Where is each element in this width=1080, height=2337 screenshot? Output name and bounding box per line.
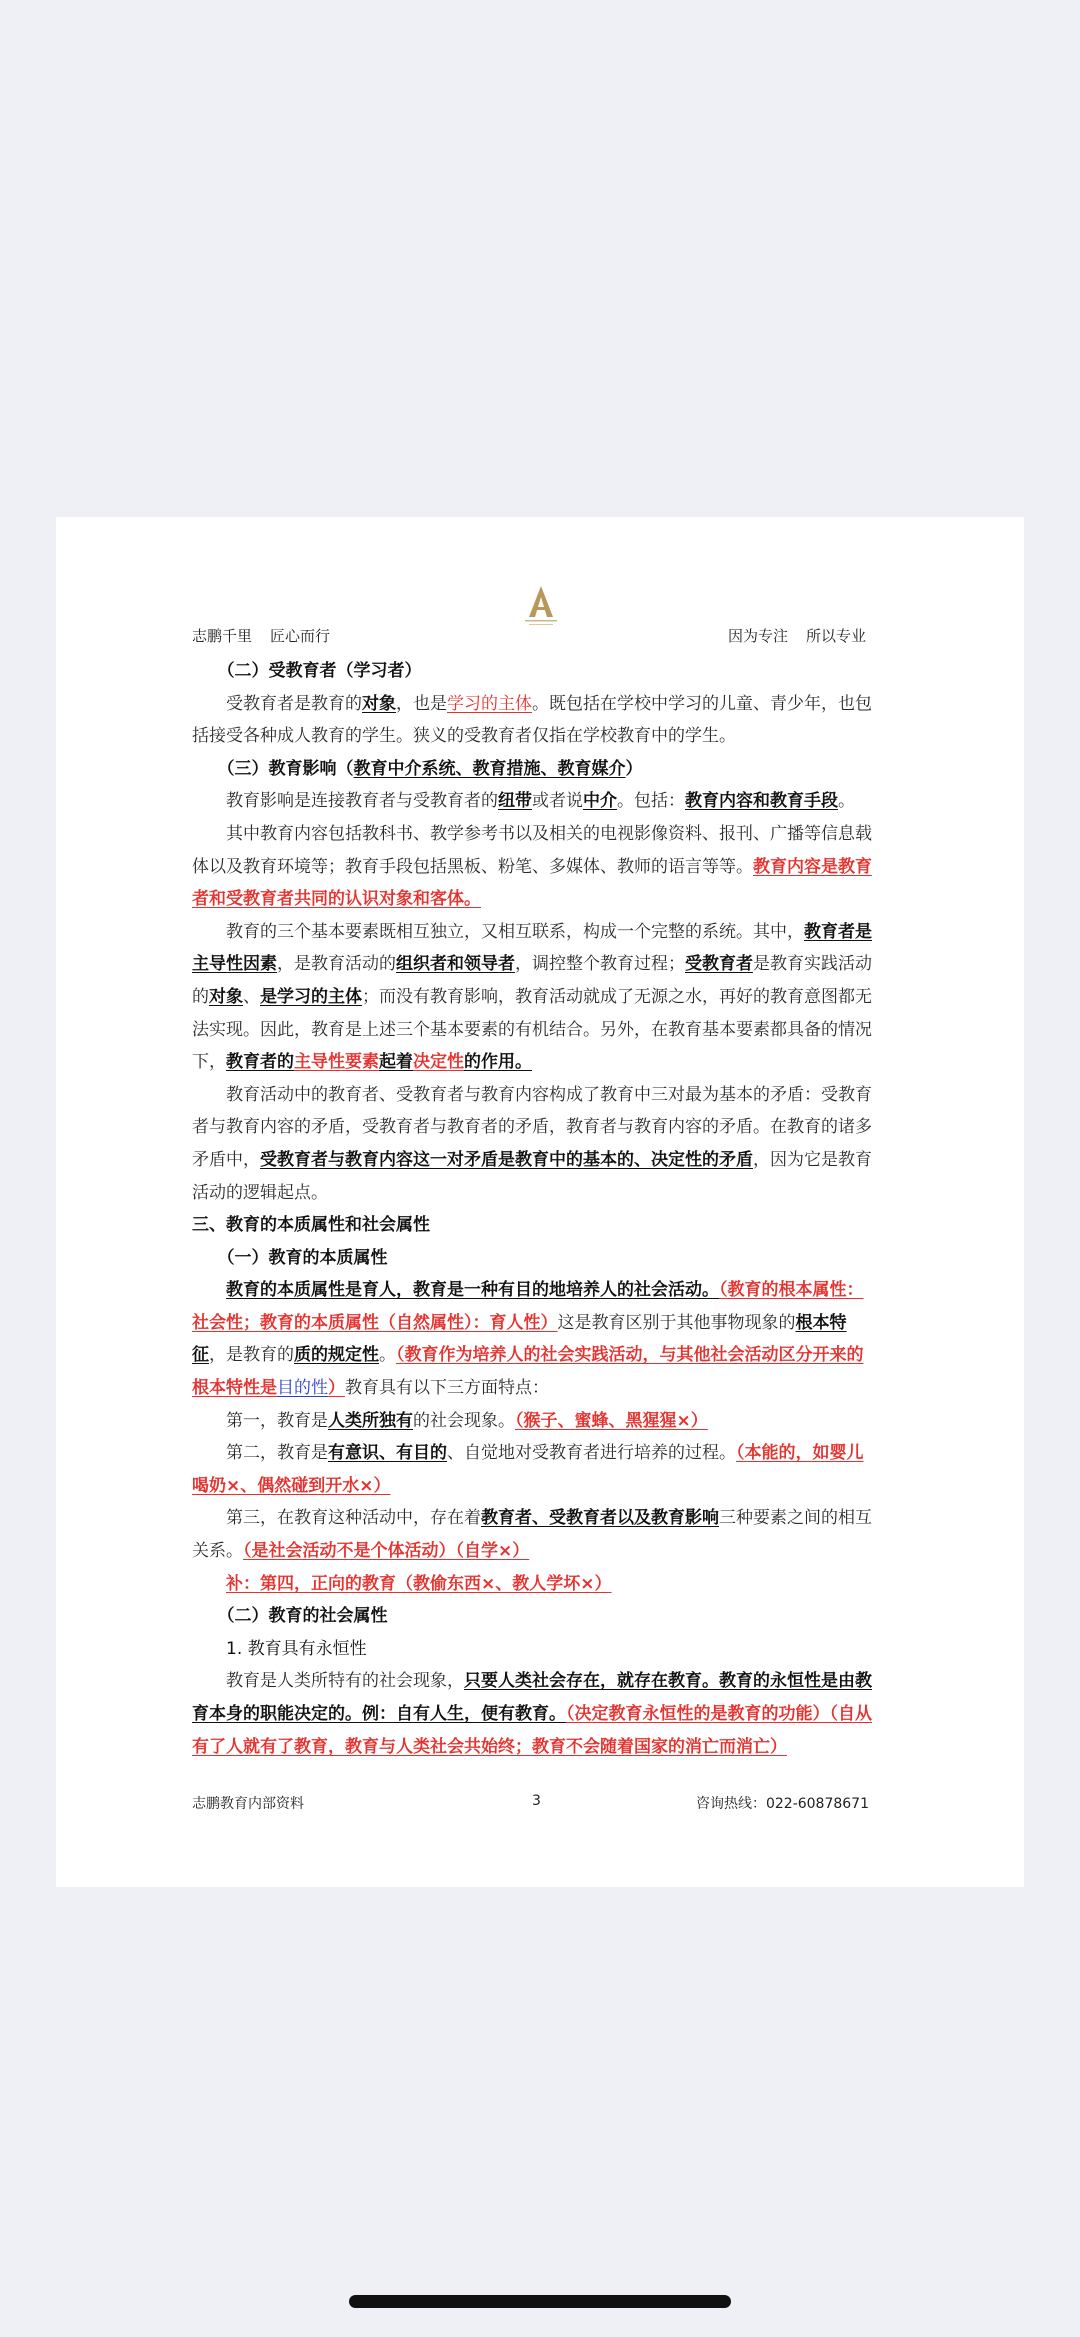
header-right	[728, 625, 866, 646]
home-indicator[interactable]	[349, 2295, 731, 2308]
section-heading-learner: （二）受教育者（学习者）	[217, 661, 422, 681]
page-number: 3	[532, 1793, 541, 1809]
footer-hotline: 咨询热线：022-60878671	[695, 1796, 869, 1812]
paragraph-essential: 教育的本质属性是育人，教育是一种有目的地培养人的社会活动。（教育的根本属性：社会性；教育的本质属性（自然属性）：育人性）这是教育区别于其他事物现象的根本特征，是教育的质的规定性。（教育作为培养人的社会实践活动，与其他社会活动区分开来的根本特性是目的性）教育具有以下三方面特点：	[192, 1280, 864, 1399]
paragraph-feature-3: 第三，在教育这种活动中，存在着教育者、受教育者以及教育影响三种要素之间的相互关系。（是社会活动不是个体活动）（自学×）	[192, 1508, 872, 1562]
header-slogan-4: 所以专业	[805, 627, 866, 645]
section-heading-social: （二）教育的社会属性	[217, 1606, 388, 1627]
paragraph-feature-1: 第一，教育是人类所独有的社会现象。（猴子、蜜蜂、黑猩猩×）	[226, 1410, 708, 1431]
document-page	[56, 517, 1024, 1887]
paragraph-feature-4: 补：第四，正向的教育（教偷东西×、教人学坏×）	[226, 1573, 612, 1594]
logo-icon	[511, 583, 571, 633]
footer-left: 志鹏教育内部资料	[192, 1796, 304, 1812]
header-slogan-3: 因为专注	[727, 627, 788, 645]
paragraph-contradictions: 教育活动中的教育者、受教育者与教育内容构成了教育中三对最为基本的矛盾：受教育者与教育内容的矛盾，受教育者与教育者的矛盾，教育者与教育内容的矛盾。在教育的诸多矛盾中，受教育者与教育内容这一对矛盾是教育中的基本的、决定性的矛盾，因为它是教育活动的逻辑起点。	[192, 1084, 872, 1203]
subheading-eternity: 1. 教育具有永恒性	[226, 1638, 367, 1659]
header-slogan-1: 志鹏千里	[192, 627, 253, 645]
section-heading-influence: （三）教育影响（教育中介系统、教育措施、教育媒介）	[217, 758, 643, 779]
header-slogan-2: 匠心而行	[270, 627, 331, 645]
paragraph-influence: 教育影响是连接教育者与受教育者的纽带或者说中介。包括：教育内容和教育手段。	[226, 791, 855, 812]
paragraph-content-means: 其中教育内容包括教科书、教学参考书以及相关的电视影像资料、报刊、广播等信息载体以及教育环境等；教育手段包括黑板、粉笔、多媒体、教师的语言等等。教育内容是教育者和受教育者共同的认识对象和客体。	[192, 823, 872, 910]
paragraph-three-elements: 教育的三个基本要素既相互独立，又相互联系，构成一个完整的系统。其中，教育者是主导性因素，是教育活动的组织者和领导者，调控整个教育过程；受教育者是教育实践活动的对象、是学习的主体；而没有教育影响，教育活动就成了无源之水，再好的教育意图都无法实现。因此，教育是上述三个基本要素的有机结合。另外，在教育基本要素都具备的情况下，教育者的主导性要素起着决定性的作用。	[192, 921, 872, 1073]
section-heading-essential: （一）教育的本质属性	[217, 1247, 388, 1268]
paragraph-learner: 受教育者是教育的对象，也是学习的主体。既包括在学校中学习的儿童、青少年，也包括接受各种成人教育的学生。狭义的受教育者仅指在学校教育中的学生。	[192, 693, 872, 747]
document-body	[192, 655, 878, 1763]
paragraph-eternity: 教育是人类所特有的社会现象，只要人类社会存在，就存在教育。教育的永恒性是由教育本身的职能决定的。例：自有人生，便有教育。（决定教育永恒性的是教育的功能）（自从有了人就有了教育，教育与人类社会共始终；教育不会随着国家的消亡而消亡）	[192, 1671, 872, 1757]
paragraph-feature-2: 第二，教育是有意识、有目的、自觉地对受教育者进行培养的过程。（本能的，如婴儿喝奶×、偶然碰到开水×）	[192, 1443, 864, 1496]
section-heading-attributes: 三、教育的本质属性和社会属性	[192, 1215, 430, 1236]
header-left	[192, 625, 330, 646]
